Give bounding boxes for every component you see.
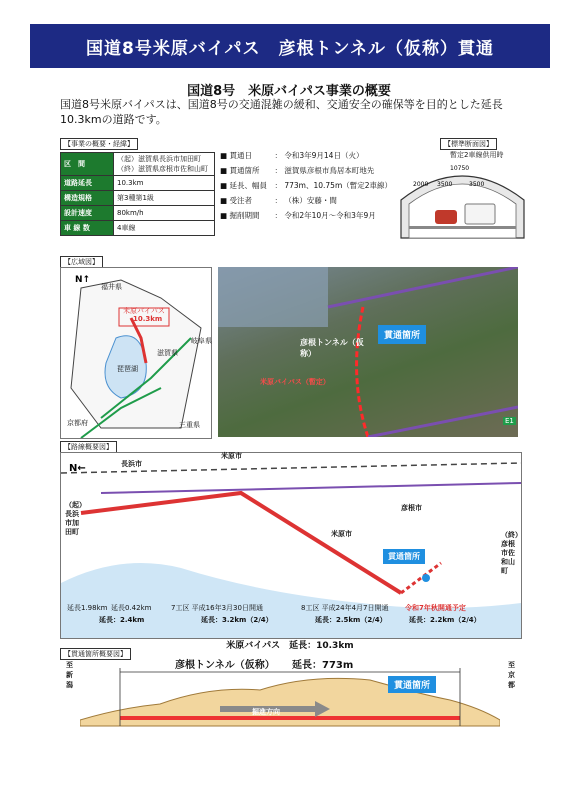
- details-list: [220, 146, 392, 225]
- svg-text:3500: 3500: [469, 181, 485, 188]
- detail-item: ■ 受注者 ： （株）安藤・間: [220, 196, 337, 205]
- overview-row: [61, 221, 215, 236]
- profile-tag: 【貫通箇所概要図】: [60, 648, 131, 660]
- page-title: 国道8号米原バイパス 彦根トンネル（仮称）貫通: [86, 38, 494, 59]
- segment-label: 7工区 平成16年3月30日開通: [171, 604, 263, 612]
- opening-label: 令和7年秋開通予定: [405, 604, 466, 612]
- segment-length: 延長：2.4km: [99, 616, 145, 624]
- title-banner: [30, 24, 550, 68]
- detail-item: ■ 延長、幅員 ： 773m、10.75m（暫定2車線）: [220, 181, 393, 190]
- route-total: 米原バイパス 延長：10.3km: [226, 641, 354, 651]
- segment-label: 延長0.42km: [111, 604, 152, 612]
- route-map-tag: 【路線概要図】: [60, 441, 117, 453]
- overview-row: [61, 153, 215, 176]
- overview-row-header: 道路延長: [61, 176, 114, 191]
- profile-breakthrough-badge: 貫通箇所: [388, 676, 436, 693]
- tunnel-line: [120, 716, 460, 720]
- label-bypass: 米原バイパス: [123, 307, 165, 315]
- wide-map-tag: 【広域図】: [60, 256, 103, 268]
- section-caption: 暫定2車線供用時: [450, 151, 504, 159]
- svg-text:10750: 10750: [450, 165, 470, 172]
- overview-row-value: 4車線: [114, 221, 215, 236]
- label-gifu: 岐阜県: [191, 337, 212, 345]
- profile-direction: 掘進方向: [252, 708, 280, 716]
- e1-badge: E1: [505, 417, 514, 425]
- detail-item: ■ 貫通箇所 ： 滋賀県彦根市鳥居本町地先: [220, 166, 375, 175]
- segment-label: 延長1.98km: [67, 604, 108, 612]
- svg-text:2000: 2000: [413, 181, 429, 188]
- overview-row-header: 構造規格: [61, 191, 114, 206]
- overview-row-header: 車 線 数: [61, 221, 114, 236]
- overview-row: [61, 206, 215, 221]
- profile-left: 至新潟: [66, 661, 73, 689]
- place-nagahama: 長浜市: [121, 460, 142, 468]
- profile-length: 延長：773m: [292, 660, 354, 671]
- aerial-photo: [218, 267, 518, 437]
- detail-item: ■ 貫通日 ： 令和3年9月14日（火）: [220, 151, 364, 160]
- label-biwako: 琵琶湖: [117, 365, 138, 373]
- segment-length: 延長：3.2km（2/4）: [201, 616, 273, 624]
- car-icon: [435, 210, 457, 224]
- wide-map: [60, 267, 212, 439]
- segment-label: 8工区 平成24年4月7日開通: [301, 604, 389, 612]
- north-arrow-icon: N↑: [75, 275, 91, 285]
- breakthrough-badge: 貫通箇所: [378, 325, 426, 344]
- overview-row-value: 第3種第1級: [114, 191, 215, 206]
- label-fukui: 福井県: [101, 283, 122, 291]
- end-point-label: （終）彦根市佐和山町: [501, 531, 522, 575]
- breakthrough-badge-route: 貫通箇所: [383, 549, 425, 564]
- overview-row-value: 80km/h: [114, 206, 215, 221]
- intro-text: 国道8号米原バイパスは、国道8号の交通混雑の緩和、交通安全の確保等を目的とした延長10.3kmの道路です。: [60, 98, 503, 126]
- overview-row: [61, 191, 215, 206]
- north-arrow-icon: N←: [69, 463, 86, 474]
- profile-graphic: [80, 668, 500, 728]
- segment-bar: [61, 603, 521, 633]
- wide-map-graphic: [61, 268, 211, 438]
- overview-row-value: （起）滋賀県長浜市加田町 （終）滋賀県彦根市佐和山町: [114, 153, 215, 176]
- detail-item: ■ 掘削期間 ： 令和2年10月～令和3年9月: [220, 211, 376, 220]
- start-point-label: （起）長浜市加田町: [65, 501, 86, 536]
- section-tag: 【標準断面図】: [440, 138, 497, 150]
- truck-icon: [465, 204, 495, 224]
- place-maibara-2: 米原市: [331, 530, 352, 538]
- tunnel-label: 彦根トンネル（仮称）: [300, 338, 364, 358]
- cross-section-diagram: [395, 160, 530, 240]
- overview-row-value: 10.3km: [114, 176, 215, 191]
- overview-tag: 【事業の概要・経緯】: [60, 138, 138, 150]
- label-mie: 三重県: [179, 421, 200, 429]
- place-maibara: 米原市: [221, 452, 242, 460]
- overview-row: [61, 176, 215, 191]
- label-route-length: 10.3km: [133, 315, 163, 323]
- label-kyoto: 京都府: [67, 419, 88, 427]
- segment-length: 延長：2.2km（2/4）: [409, 616, 481, 624]
- route-map: [60, 452, 522, 639]
- page-subtitle: 国道8号 米原バイパス事業の概要: [187, 84, 391, 99]
- svg-text:3500: 3500: [437, 181, 453, 188]
- label-shiga: 滋賀県: [157, 349, 178, 357]
- bypass-label: 米原バイパス（暫定）: [260, 378, 330, 386]
- overview-row-header: 設計速度: [61, 206, 114, 221]
- overview-table: [60, 152, 215, 236]
- profile-right: 至京都: [508, 661, 515, 689]
- profile-title: 彦根トンネル（仮称）: [175, 660, 275, 671]
- place-hikone: 彦根市: [401, 504, 422, 512]
- breakthrough-marker: [422, 574, 430, 582]
- segment-length: 延長：2.5km（2/4）: [315, 616, 387, 624]
- overview-row-header: 区 間: [61, 153, 114, 176]
